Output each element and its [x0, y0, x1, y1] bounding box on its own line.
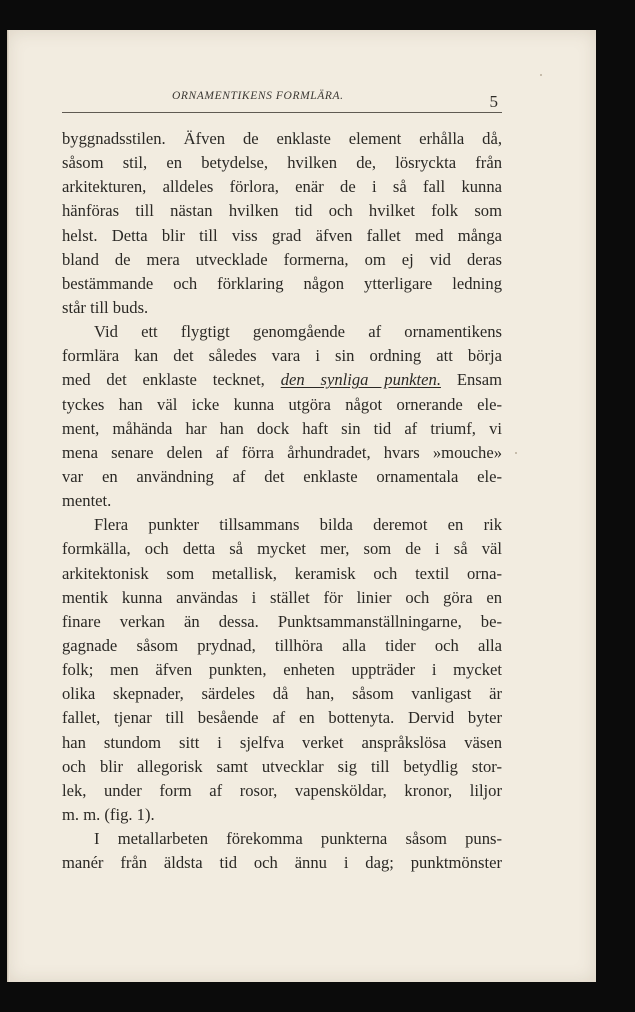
text-line: ment, måhända har han dock haft sin tid af triumf, vi [62, 418, 502, 438]
text-line: tyckes han väl icke kunna utgöra något ornerande ele- [62, 394, 502, 414]
text-line: formkälla, och detta så mycket mer, som de i så väl [62, 539, 502, 559]
text-line: var en användning af det enklaste ornamentala ele- [62, 466, 502, 486]
text-line: fallet, tjenar till besående af en bottenyta. Dervid byter [62, 708, 502, 728]
text-line: bland de mera utvecklade formerna, om ej vid deras [62, 249, 502, 269]
text-line: mena senare delen af förra århundradet, hvars »mouche» [62, 442, 502, 462]
paragraph [62, 320, 502, 513]
text-line: hänföras till nästan hvilken tid och hvilket folk som [62, 201, 502, 221]
text-line: arkitekturen, alldeles förlora, enär de i så fall kunna [62, 177, 502, 197]
text-line: såsom stil, en betydelse, hvilken de, lösryckta från [62, 153, 502, 173]
text-line: I metallarbeten förekomma punkterna såsom puns- [94, 829, 502, 849]
text-line: m. m. (fig. 1). [62, 804, 155, 824]
text-line: bestämmande och förklaring någon ytterligare ledning [62, 273, 502, 293]
text-line: manér från äldsta tid och ännu i dag; punktmönster [62, 853, 502, 873]
text-line: och blir allegorisk samt utvecklar sig till betydlig stor- [62, 756, 502, 776]
text-line [62, 368, 502, 392]
text-line: mentik kunna användas i stället för linier och göra en [62, 587, 502, 607]
text-line: mentet. [62, 491, 112, 511]
text-run: med det enklaste tecknet, [62, 370, 281, 390]
text-line: Vid ett flygtigt genomgående af ornamentikens [94, 322, 502, 342]
running-head: ORNAMENTIKENS FORMLÄRA. [172, 90, 344, 102]
text-line: lek, under form af rosor, vapensköldar, kronor, liljor [62, 780, 502, 800]
text-line: folk; men äfven punkten, enheten uppträder i mycket [62, 660, 502, 680]
text-line: finare verkan än dessa. Punktsammanställningarne, be- [62, 611, 502, 631]
page-header [62, 64, 502, 118]
text-line: olika skepnader, särdeles då han, såsom vanligast är [62, 684, 502, 704]
paper-speck [540, 74, 542, 76]
text-line: formlära kan det således vara i sin ordning att börja [62, 346, 502, 366]
text-line: Flera punkter tillsammans bilda deremot en rik [94, 515, 502, 535]
body-text [62, 127, 502, 875]
header-rule [62, 112, 502, 113]
text-line: står till buds. [62, 297, 149, 317]
emphasized-term: den synliga punkten. [280, 370, 441, 390]
page-edge-shadow [7, 30, 10, 982]
text-line: gagnade såsom prydnad, tillhöra alla tider och alla [62, 635, 502, 655]
paragraph [62, 127, 502, 320]
page-number: 5 [489, 92, 498, 111]
paragraph [62, 513, 502, 827]
paper-speck [515, 452, 517, 454]
text-line: helst. Detta blir till viss grad äfven fallet med många [62, 225, 502, 245]
text-line: arkitektonisk som metallisk, keramisk och textil orna- [62, 563, 502, 583]
text-line: han stundom sitt i sjelfva verket anspråkslösa väsen [62, 732, 502, 752]
text-line: byggnadsstilen. Äfven de enklaste element erhålla då, [62, 129, 502, 148]
paragraph [62, 827, 502, 875]
text-run: Ensam [440, 370, 502, 390]
